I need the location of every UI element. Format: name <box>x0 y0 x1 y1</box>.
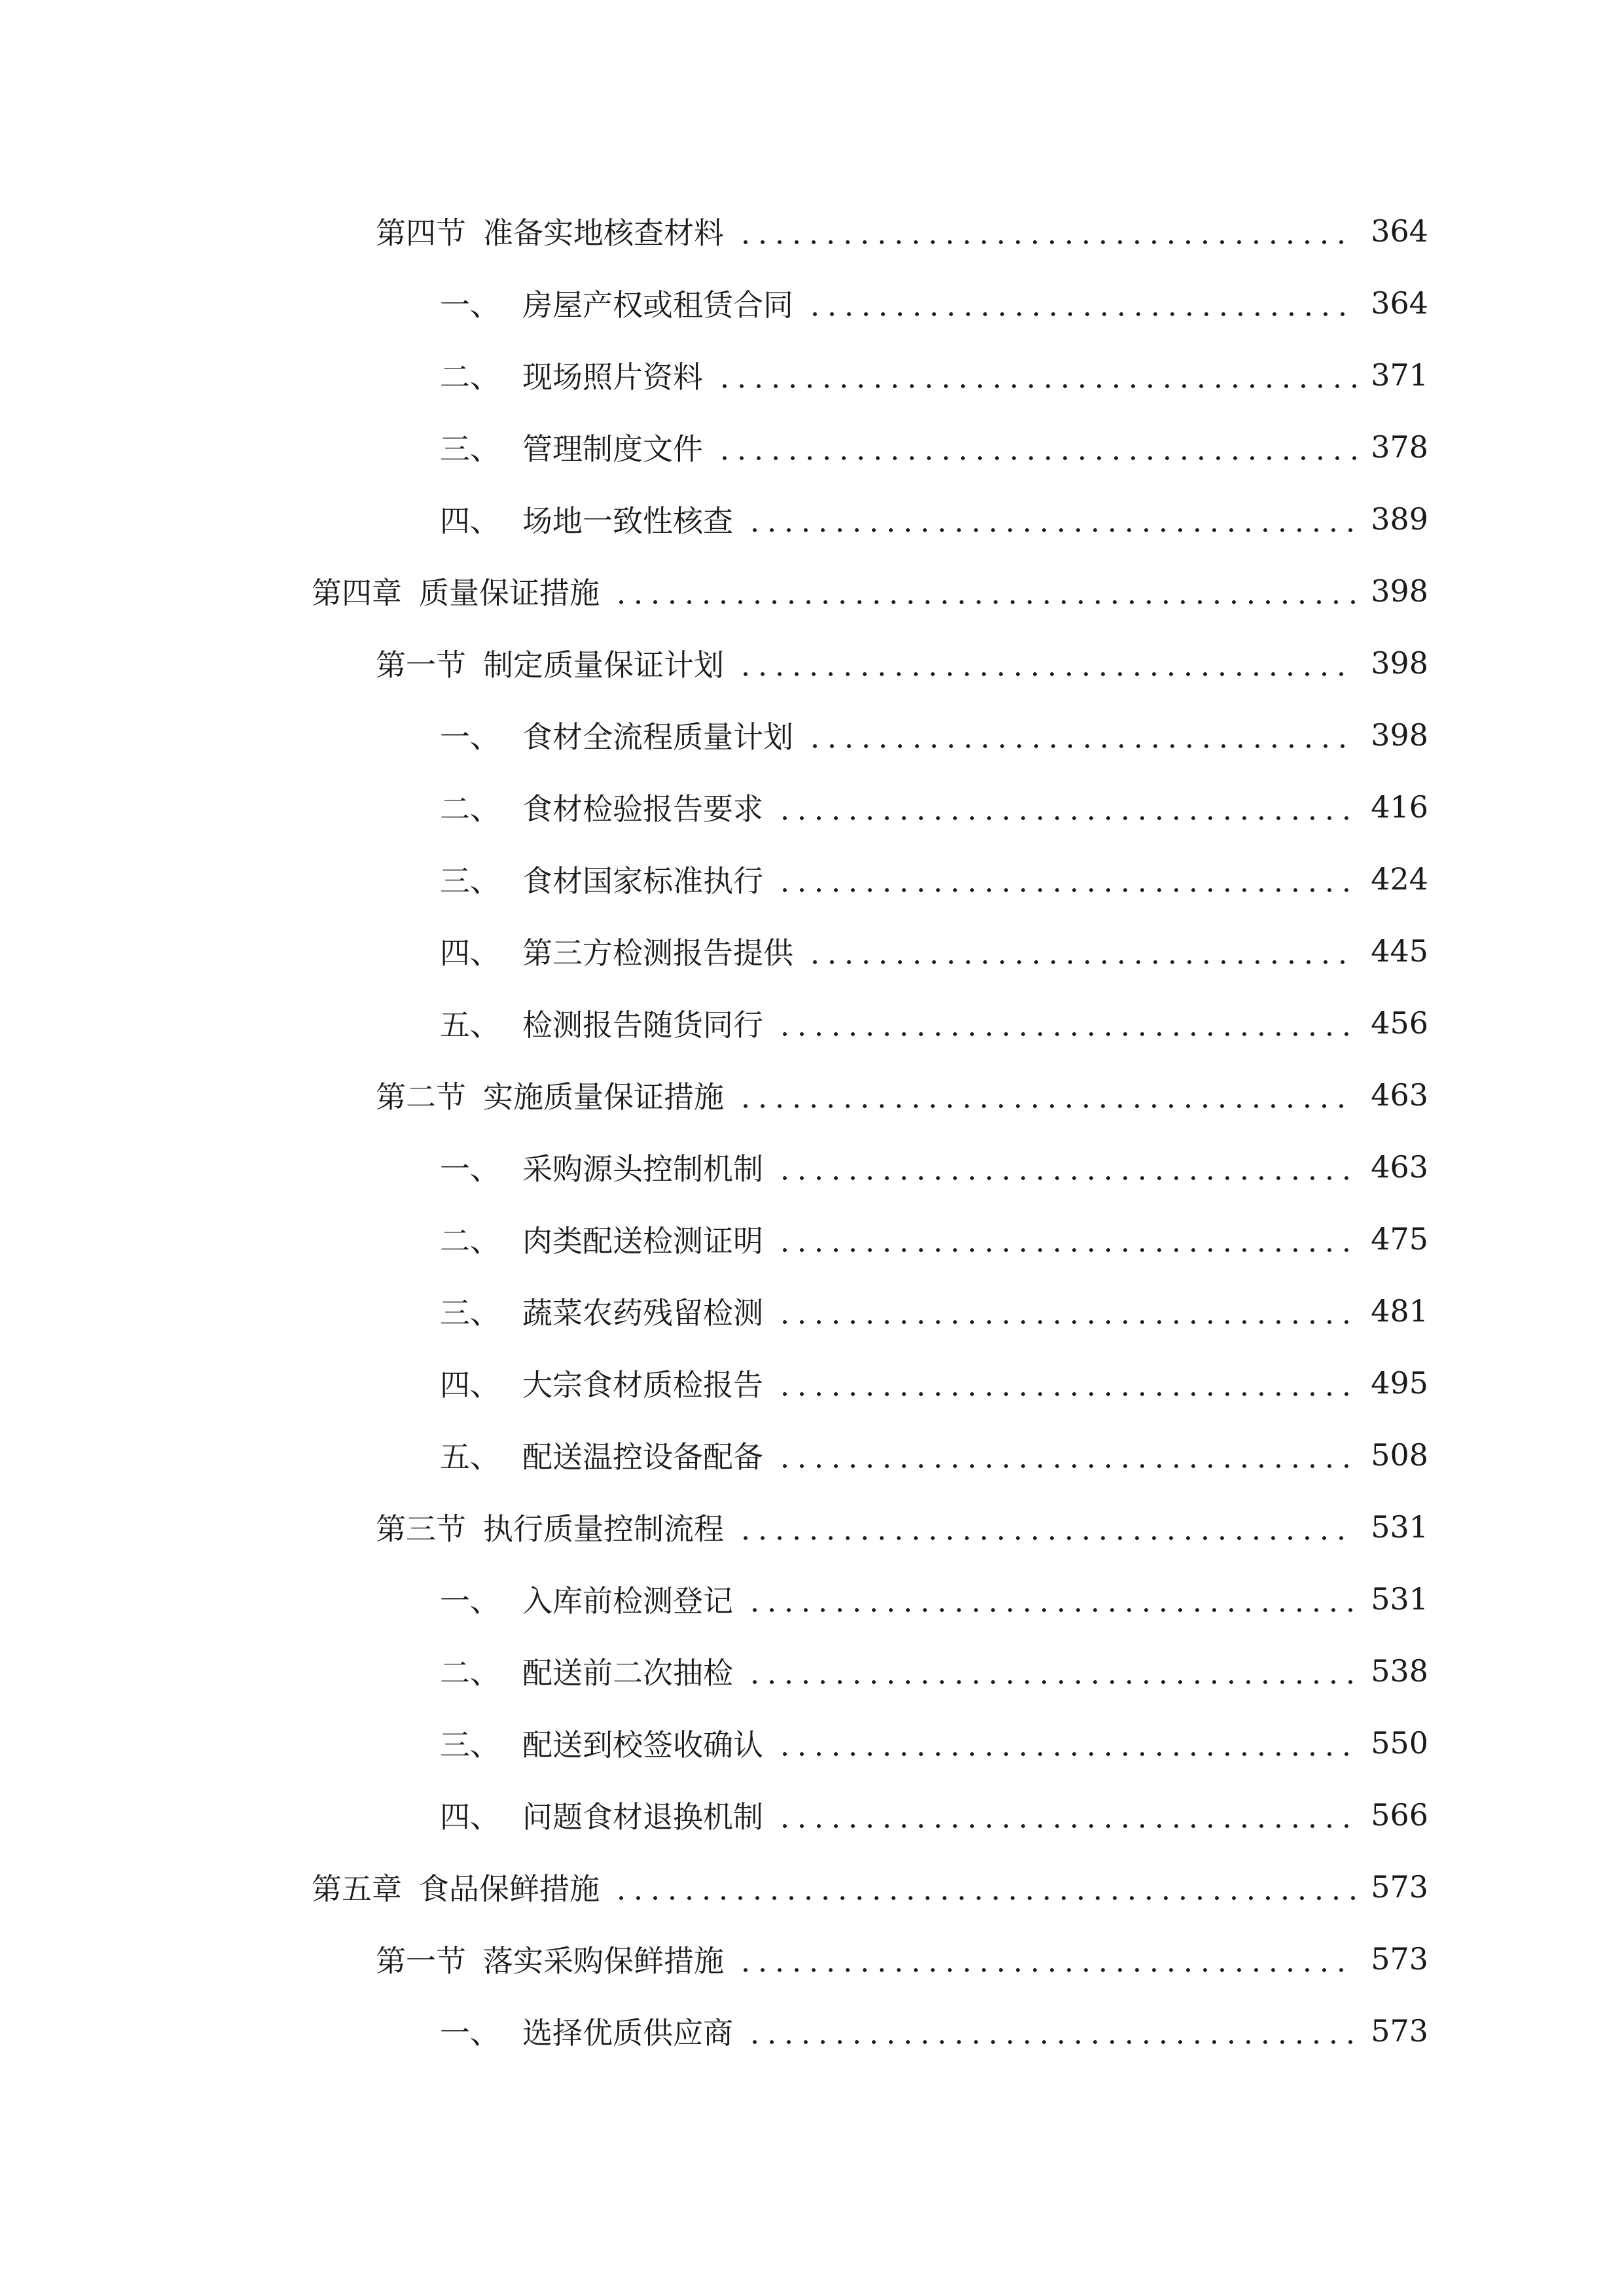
toc-entry-prefix: 第五章 <box>312 1871 402 1907</box>
dot-leader <box>613 1872 1356 1902</box>
toc-entry[interactable] <box>0 771 1428 843</box>
toc-entry-prefix: 二、 <box>440 791 500 827</box>
toc-page-number: 398 <box>1371 645 1428 681</box>
toc-entry[interactable] <box>0 1419 1428 1491</box>
toc-entry-prefix: 二、 <box>440 1655 500 1691</box>
dot-leader <box>716 360 1356 390</box>
toc-entry-title: 入库前检测登记 <box>522 1583 733 1619</box>
toc-page-number: 398 <box>1371 717 1428 753</box>
toc-entry-prefix: 一、 <box>440 1583 500 1619</box>
toc-page-number: 456 <box>1371 1005 1428 1041</box>
toc-entry[interactable] <box>0 339 1428 411</box>
toc-page-number: 364 <box>1371 285 1428 321</box>
toc-entry-title: 检测报告随货同行 <box>522 1007 763 1043</box>
dot-leader <box>716 432 1356 462</box>
toc-entry[interactable] <box>0 1851 1428 1923</box>
toc-entry[interactable] <box>0 555 1428 627</box>
toc-entry-title: 第三方检测报告提供 <box>522 935 793 971</box>
toc-page-number: 531 <box>1371 1581 1428 1617</box>
toc-entry-prefix: 三、 <box>440 431 500 467</box>
dot-leader <box>776 1728 1356 1758</box>
toc-entry[interactable] <box>0 1275 1428 1347</box>
toc-page-number: 463 <box>1371 1077 1428 1113</box>
toc-entry[interactable] <box>0 1779 1428 1851</box>
toc-entry[interactable] <box>0 1059 1428 1131</box>
toc-entry-title: 问题食材退换机制 <box>522 1799 763 1835</box>
toc-entry-title: 场地一致性核查 <box>522 503 733 539</box>
toc-entry-prefix: 第一节 <box>376 1943 466 1979</box>
dot-leader <box>746 504 1356 534</box>
toc-page-number: 371 <box>1371 357 1428 393</box>
toc-entry-title: 质量保证措施 <box>419 575 600 611</box>
toc-page-number: 475 <box>1371 1221 1428 1257</box>
toc-entry-prefix: 四、 <box>440 935 500 971</box>
dot-leader <box>776 1296 1356 1326</box>
toc-page-number: 531 <box>1371 1509 1428 1545</box>
toc-entry[interactable] <box>0 699 1428 771</box>
toc-entry-prefix: 第四章 <box>312 575 402 611</box>
toc-entry-title: 蔬菜农药残留检测 <box>522 1295 763 1331</box>
toc-entry[interactable] <box>0 267 1428 339</box>
toc-page-number: 424 <box>1371 861 1428 897</box>
dot-leader <box>776 1224 1356 1254</box>
toc-entry-prefix: 一、 <box>440 1151 500 1187</box>
dot-leader <box>776 1368 1356 1398</box>
toc-entry-prefix: 一、 <box>440 287 500 323</box>
toc-page-number: 398 <box>1371 573 1428 609</box>
toc-entry[interactable] <box>0 1563 1428 1635</box>
dot-leader <box>746 2016 1356 2046</box>
dot-leader <box>806 720 1356 750</box>
toc-page-number: 481 <box>1371 1293 1428 1329</box>
toc-entry-prefix: 四、 <box>440 1799 500 1835</box>
dot-leader <box>776 792 1356 822</box>
toc-entry-prefix: 二、 <box>440 1223 500 1259</box>
toc-page-number: 389 <box>1371 501 1428 537</box>
toc-entry-title: 制定质量保证计划 <box>483 647 724 683</box>
toc-page-number: 538 <box>1371 1653 1428 1689</box>
toc-entry[interactable] <box>0 1203 1428 1275</box>
toc-entry-prefix: 四、 <box>440 503 500 539</box>
dot-leader <box>737 648 1356 678</box>
toc-entry-title: 食材检验报告要求 <box>522 791 763 827</box>
toc-entry-title: 配送温控设备配备 <box>522 1439 763 1475</box>
toc-entry-prefix: 三、 <box>440 1727 500 1763</box>
toc-entry-prefix: 二、 <box>440 359 500 395</box>
toc-page-number: 566 <box>1371 1797 1428 1833</box>
toc-page-number: 495 <box>1371 1365 1428 1401</box>
toc-entry-prefix: 第二节 <box>376 1079 466 1115</box>
toc-entry[interactable] <box>0 1491 1428 1563</box>
toc-entry[interactable] <box>0 1923 1428 1995</box>
dot-leader <box>737 216 1356 246</box>
toc-entry[interactable] <box>0 483 1428 555</box>
toc-entry-prefix: 五、 <box>440 1007 500 1043</box>
dot-leader <box>776 1800 1356 1830</box>
toc-entry-title: 食材国家标准执行 <box>522 863 763 899</box>
toc-entry-prefix: 第三节 <box>376 1511 466 1547</box>
dot-leader <box>776 1440 1356 1470</box>
toc-page-number: 573 <box>1371 1941 1428 1977</box>
toc-entry[interactable] <box>0 915 1428 987</box>
toc-entry[interactable] <box>0 195 1428 267</box>
toc-entry-title: 执行质量控制流程 <box>483 1511 724 1547</box>
dot-leader <box>737 1944 1356 1974</box>
dot-leader <box>737 1512 1356 1542</box>
toc-entry-prefix: 第四节 <box>376 215 466 251</box>
toc-entry-prefix: 四、 <box>440 1367 500 1403</box>
toc-entry-prefix: 三、 <box>440 1295 500 1331</box>
toc-entry-title: 管理制度文件 <box>522 431 703 467</box>
toc-entry-prefix: 一、 <box>440 719 500 755</box>
toc-page-number: 445 <box>1371 933 1428 969</box>
toc-entry[interactable] <box>0 411 1428 483</box>
toc-entry-title: 准备实地核查材料 <box>483 215 724 251</box>
toc-entry-title: 实施质量保证措施 <box>483 1079 724 1115</box>
dot-leader <box>613 576 1356 606</box>
dot-leader <box>737 1080 1356 1110</box>
toc-entry-title: 采购源头控制机制 <box>522 1151 763 1187</box>
toc-entry-prefix: 一、 <box>440 2015 500 2051</box>
toc-entry-title: 配送前二次抽检 <box>522 1655 733 1691</box>
toc-entry-prefix: 三、 <box>440 863 500 899</box>
toc-page-number: 573 <box>1371 2013 1428 2049</box>
dot-leader <box>776 1008 1356 1038</box>
toc-entry-title: 现场照片资料 <box>522 359 703 395</box>
toc-entry[interactable] <box>0 843 1428 915</box>
dot-leader <box>746 1584 1356 1614</box>
toc-entry-title: 配送到校签收确认 <box>522 1727 763 1763</box>
toc-entry[interactable] <box>0 627 1428 699</box>
toc-entry-title: 肉类配送检测证明 <box>522 1223 763 1259</box>
dot-leader <box>746 1656 1356 1686</box>
dot-leader <box>806 288 1356 318</box>
dot-leader <box>776 864 1356 894</box>
toc-entry[interactable] <box>0 1635 1428 1707</box>
toc-entry-prefix: 第一节 <box>376 647 466 683</box>
toc-page-number: 378 <box>1371 429 1428 465</box>
toc-page-number: 573 <box>1371 1869 1428 1905</box>
toc-entry-title: 大宗食材质检报告 <box>522 1367 763 1403</box>
toc-page-number: 508 <box>1371 1437 1428 1473</box>
toc-page-number: 550 <box>1371 1725 1428 1761</box>
toc-entry-prefix: 五、 <box>440 1439 500 1475</box>
toc-entry[interactable] <box>0 1347 1428 1419</box>
toc-entry-title: 食品保鲜措施 <box>419 1871 600 1907</box>
toc-page-number: 463 <box>1371 1149 1428 1185</box>
toc-entry[interactable] <box>0 1707 1428 1779</box>
toc-page-number: 416 <box>1371 789 1428 825</box>
dot-leader <box>776 1152 1356 1182</box>
toc-entry[interactable] <box>0 987 1428 1059</box>
toc-entry-title: 选择优质供应商 <box>522 2015 733 2051</box>
dot-leader <box>806 936 1356 966</box>
toc-page-number: 364 <box>1371 213 1428 249</box>
toc-entry[interactable] <box>0 1995 1428 2067</box>
toc-entry-title: 食材全流程质量计划 <box>522 719 793 755</box>
toc-entry-title: 房屋产权或租赁合同 <box>522 287 793 323</box>
toc-entry-title: 落实采购保鲜措施 <box>483 1943 724 1979</box>
toc-entry[interactable] <box>0 1131 1428 1203</box>
